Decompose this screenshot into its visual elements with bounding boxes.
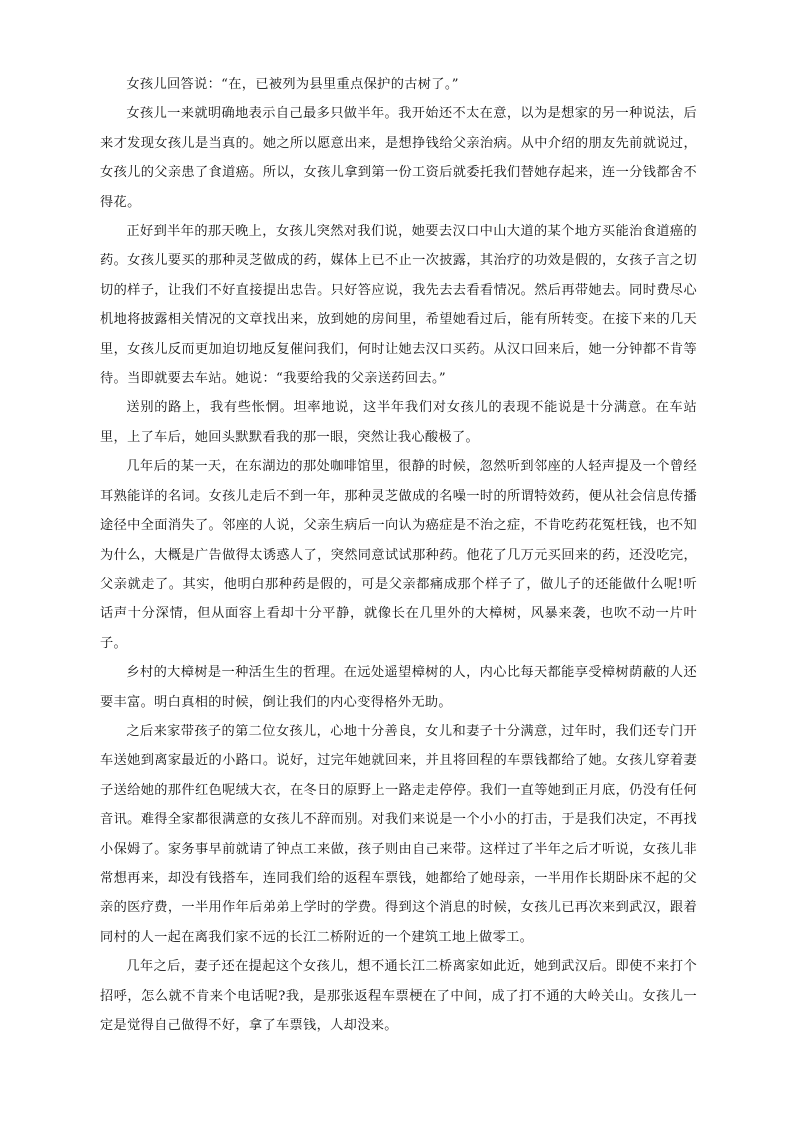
paragraph-6: 乡村的大樟树是一种活生生的哲理。在远处遥望樟树的人，内心比每天都能享受樟树荫蔽的人还要丰富。明白真相的时候，倒让我们的内心变得格外无助。 (100, 665, 697, 710)
paragraph-1: 女孩儿回答说：“在，已被列为县里重点保护的古树了。” (126, 77, 459, 92)
paragraph-5: 几年后的某一天，在东湖边的那处咖啡馆里，很静的时候，忽然听到邻座的人轻声提及一个曾经耳熟能详的名词。女孩儿走后不到一年，那种灵芝做成的名噪一时的所谓特效药，便从社会信息传播途径中全面消失了。邻座的人说，父亲生病后一向认为癌症是不治之症，不肯吃药花冤枉钱，也不知为什么，大概是广告做得太诱惑人了，突然同意试试那种药。他花了几万元买回来的药，还没吃完，父亲就走了。其实，他明白那种药是假的，可是父亲都痛成那个样子了，做儿子的还能做什么呢!听话声十分深情，但从面容上看却十分平静，就像长在几里外的大樟树，风暴来袭，也吹不动一片叶子。 (100, 459, 697, 651)
paragraph-7: 之后来家带孩子的第二位女孩儿，心地十分善良，女儿和妻子十分满意，过年时，我们还专门开车送她到离家最近的小路口。说好，过完年她就回来，并且将回程的车票钱都给了她。女孩儿穿着妻子送给她的那件红色呢绒大衣，在冬日的原野上一路走走停停。我们一直等她到正月底，仍没有任何音讯。难得全家都很满意的女孩儿不辞而别。对我们来说是一个小小的打击，于是我们决定，不再找小保姆了。家务事早前就请了钟点工来做，孩子则由自己来带。这样过了半年之后才听说，女孩儿非常想再来，却没有钱搭车，连同我们给的返程车票钱，她都给了她母亲，一半用作长期卧床不起的父亲的医疗费，一半用作年后弟弟上学时的学费。得到这个消息的时候，女孩儿已再次来到武汉，跟着同村的人一起在离我们家不远的长江二桥附近的一个建筑工地上做零工。 (100, 723, 697, 945)
paragraph-4: 送别的路上，我有些怅惘。坦率地说，这半年我们对女孩儿的表现不能说是十分满意。在车站里，上了车后，她回头默默看我的那一眼，突然让我心酸极了。 (100, 400, 697, 445)
paragraph-2: 女孩儿一来就明确地表示自己最多只做半年。我开始还不太在意，以为是想家的另一种说法，后来才发现女孩儿是当真的。她之所以愿意出来，是想挣钱给父亲治病。从中介绍的朋友先前就说过，女孩儿的父亲患了食道癌。所以，女孩儿拿到第一份工资后就委托我们替她存起来，连一分钱都舍不得花。 (100, 106, 697, 210)
paragraph-8: 几年之后，妻子还在提起这个女孩儿，想不通长江二桥离家如此近，她到武汉后。即使不来打个招呼，怎么就不肯来个电话呢?我，是那张返程车票梗在了中间，成了打不通的大岭关山。女孩儿一定是觉得自己做得不好，拿了车票钱，人却没来。 (100, 959, 697, 1033)
paragraph-3: 正好到半年的那天晚上，女孩儿突然对我们说，她要去汉口中山大道的某个地方买能治食道癌的药。女孩儿要买的那种灵芝做成的药，媒体上已不止一次披露，其治疗的功效是假的，女孩子言之切切的样子，让我们不好直接提出忠告。只好答应说，我先去去看看情况。然后再带她去。同时费尽心机地将披露相关情况的文章找出来，放到她的房间里，希望她看过后，能有所转变。在接下来的几天里，女孩儿反而更加迫切地反复催问我们，何时让她去汉口买药。从汉口回来后，她一分钟都不肯等待。当即就要去车站。她说：“我要给我的父亲送药回去。” (100, 224, 697, 387)
